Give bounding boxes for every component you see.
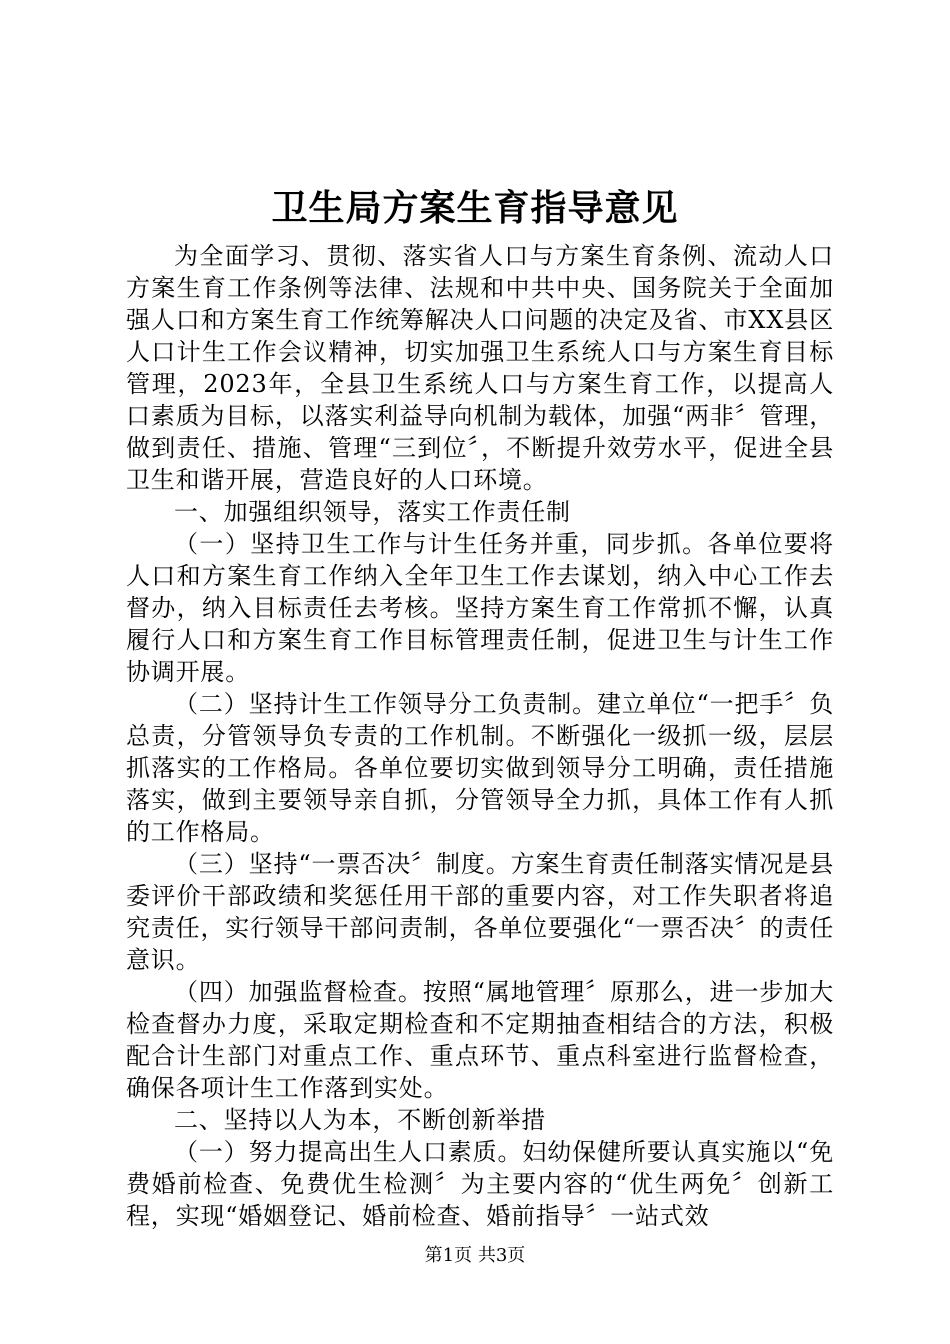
section-heading-1: 一、加强组织领导，落实工作责任制 [174, 498, 571, 526]
section-heading-2: 二、坚持以人为本，不断创新举措 [174, 1106, 546, 1134]
section1-item-2: （二）坚持计生工作领导分工负责制。建立单位“一把手〞负总责，分管领导负专责的工作机制。不断强化一级抓一级，层层抓落实的工作格局。各单位要切实做到领导分工明确，责任措施落实，做到主要领导亲自抓，分管领导全力抓，具体工作有人抓的工作格局。 [126, 690, 834, 846]
section1-item-4: （四）加强监督检查。按照“属地管理〞原那么，进一步加大检查督办力度，采取定期检查和不定期抽查相结合的方法，积极配合计生部门对重点工作、重点环节、重点科室进行监督检查，确保各项计生工作落到实处。 [126, 978, 834, 1102]
document-body [126, 240, 834, 1232]
section2-item-1: （一）努力提高出生人口素质。妇幼保健所要认真实施以“免费婚前检查、免费优生检测〞为主要内容的“优生两免〞创新工程，实现“婚姻登记、婚前检查、婚前指导〞一站式效 [126, 1138, 834, 1230]
section1-item-1: （一）坚持卫生工作与计生任务并重，同步抓。各单位要将人口和方案生育工作纳入全年卫生工作去谋划，纳入中心工作去督办，纳入目标责任去考核。坚持方案生育工作常抓不懈，认真履行人口和方案生育工作目标管理责任制，促进卫生与计生工作协调开展。 [126, 530, 834, 686]
intro-paragraph: 为全面学习、贯彻、落实省人口与方案生育条例、流动人口方案生育工作条例等法律、法规和中共中央、国务院关于全面加强人口和方案生育工作统筹解决人口问题的决定及省、市XX县区人口计生工作会议精神，切实加强卫生系统人口与方案生育目标管理，2023年，全县卫生系统人口与方案生育工作，以提高人口素质为目标，以落实利益导向机制为载体，加强“两非〞管理，做到责任、措施、管理“三到位〞，不断提升效劳水平，促进全县卫生和谐开展，营造良好的人口环境。 [126, 242, 834, 494]
page-title: 卫生局方案生育指导意见 [271, 187, 679, 229]
section1-item-3: （三）坚持“一票否决〞制度。方案生育责任制落实情况是县委评价干部政绩和奖惩任用干部的重要内容，对工作失职者将追究责任，实行领导干部问责制，各单位要强化“一票否决〞的责任意识。 [126, 850, 834, 974]
page-number-footer: 第1页 共3页 [424, 1245, 526, 1266]
